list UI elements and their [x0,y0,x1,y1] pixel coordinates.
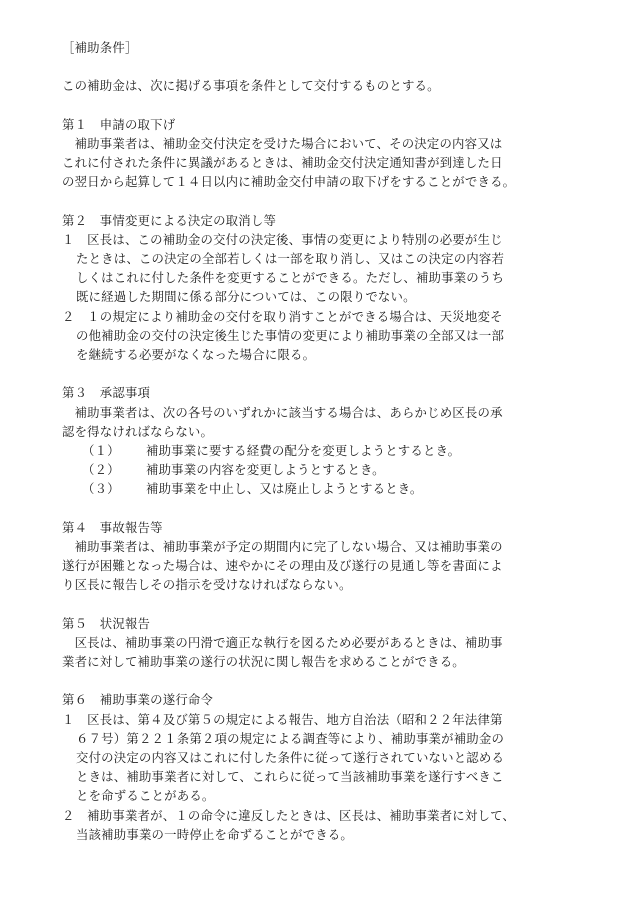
section-2-line: １ 区長は、この補助金の交付の決定後、事情の変更により特別の必要が生じ [62,231,503,247]
section-6-line: 当該補助事業の一時停止を命ずることができる。 [76,826,353,842]
spacer [62,57,616,76]
section-6-heading: 第６ 補助事業の遂行命令 [62,692,214,708]
section-5-line: 業者に対して補助事業の遂行の状況に関し報告を求めることができる。 [62,654,465,669]
list-item-text: 補助事業に要する経費の配分を変更しようとするとき。 [146,442,461,458]
section-3-line: 認を得なければならない。 [62,423,214,439]
section-6-line: ６７号）第２２１条第２項の規定による調査等により、補助事業が補助金の [76,730,505,746]
section-2-line: 既に経過した期間に係る部分については、この限りでない。 [76,289,416,305]
section-1-line: これに付された条件に異議があるときは、補助金交付決定通知書が到達した日 [62,155,503,171]
section-3-line: 補助事業者は、次の各号のいずれかに該当する場合は、あらかじめ区長の承 [62,404,503,420]
section-5-line: 区長は、補助事業の円滑で適正な執行を図るため必要があるときは、補助事 [62,634,503,650]
spacer [62,499,616,518]
list-item-number: （３） [82,481,120,497]
section-2-line: たときは、この決定の全部若しくは一部を取り消し、又はこの決定の内容若 [76,251,505,267]
section-2-line: しくはこれに付した条件を変更することができる。ただし、補助事業のうち [76,270,505,286]
spacer [62,364,616,383]
section-2-heading: 第２ 事情変更による決定の取消し等 [62,212,277,228]
section-1-line: の翌日から起算して１４日以内に補助金交付申請の取下げをすることができる。 [62,174,516,190]
section-2-line: ２ １の規定により補助金の交付を取り消すことができる場合は、天災地変そ [62,308,503,324]
section-1-heading: 第１ 申請の取下げ [62,116,176,132]
list-item-number: （１） [82,442,120,458]
list-item [62,479,616,498]
intro-text: この補助金は、次に掲げる事項を条件として交付するものとする。 [62,78,440,94]
section-3-heading: 第３ 承認事項 [62,385,151,401]
section-6-line: ２ 補助事業者が、１の命令に違反したときは、区長は、補助事業者に対して、 [62,807,516,823]
section-2-line: の他補助金の交付の決定後生じた事情の変更により補助事業の全部又は一部 [76,327,505,343]
section-6-line: １ 区長は、第４及び第５の規定による報告、地方自治法（昭和２２年法律第 [62,711,503,727]
list-item [62,441,616,460]
list-item [62,460,616,479]
section-4-line: り区長に報告しその指示を受けなければならない。 [62,577,352,593]
conditions-header: ［補助条件］ [62,40,138,55]
list-item-text: 補助事業の内容を変更しようとするとき。 [146,462,385,478]
list-item-number: （２） [82,462,120,478]
section-2-line: を継続する必要がなくなった場合に限る。 [76,347,316,362]
section-4-line: 補助事業者は、補助事業が予定の期間内に完了しない場合、又は補助事業の [62,538,503,554]
section-4-line: 遂行が困難となった場合は、速やかにその理由及び遂行の見通し等を書面によ [62,558,503,574]
section-1-line: 補助事業者は、補助金交付決定を受けた場合において、その決定の内容又は [62,135,503,151]
spacer [62,594,616,613]
section-5-heading: 第５ 状況報告 [62,615,151,631]
spacer [62,671,616,690]
spacer [62,192,616,211]
section-6-line: 交付の決定の内容又はこれに付した条件に従って遂行されていないと認める [76,749,505,765]
section-4-heading: 第４ 事故報告等 [62,519,163,535]
section-6-line: ときは、補助事業者に対して、これらに従って当該補助事業を遂行すべきこ [76,769,504,785]
spacer [62,96,616,115]
section-6-line: とを命ずることがある。 [76,788,215,804]
list-item-text: 補助事業を中止し、又は廃止しようとするとき。 [146,481,423,497]
